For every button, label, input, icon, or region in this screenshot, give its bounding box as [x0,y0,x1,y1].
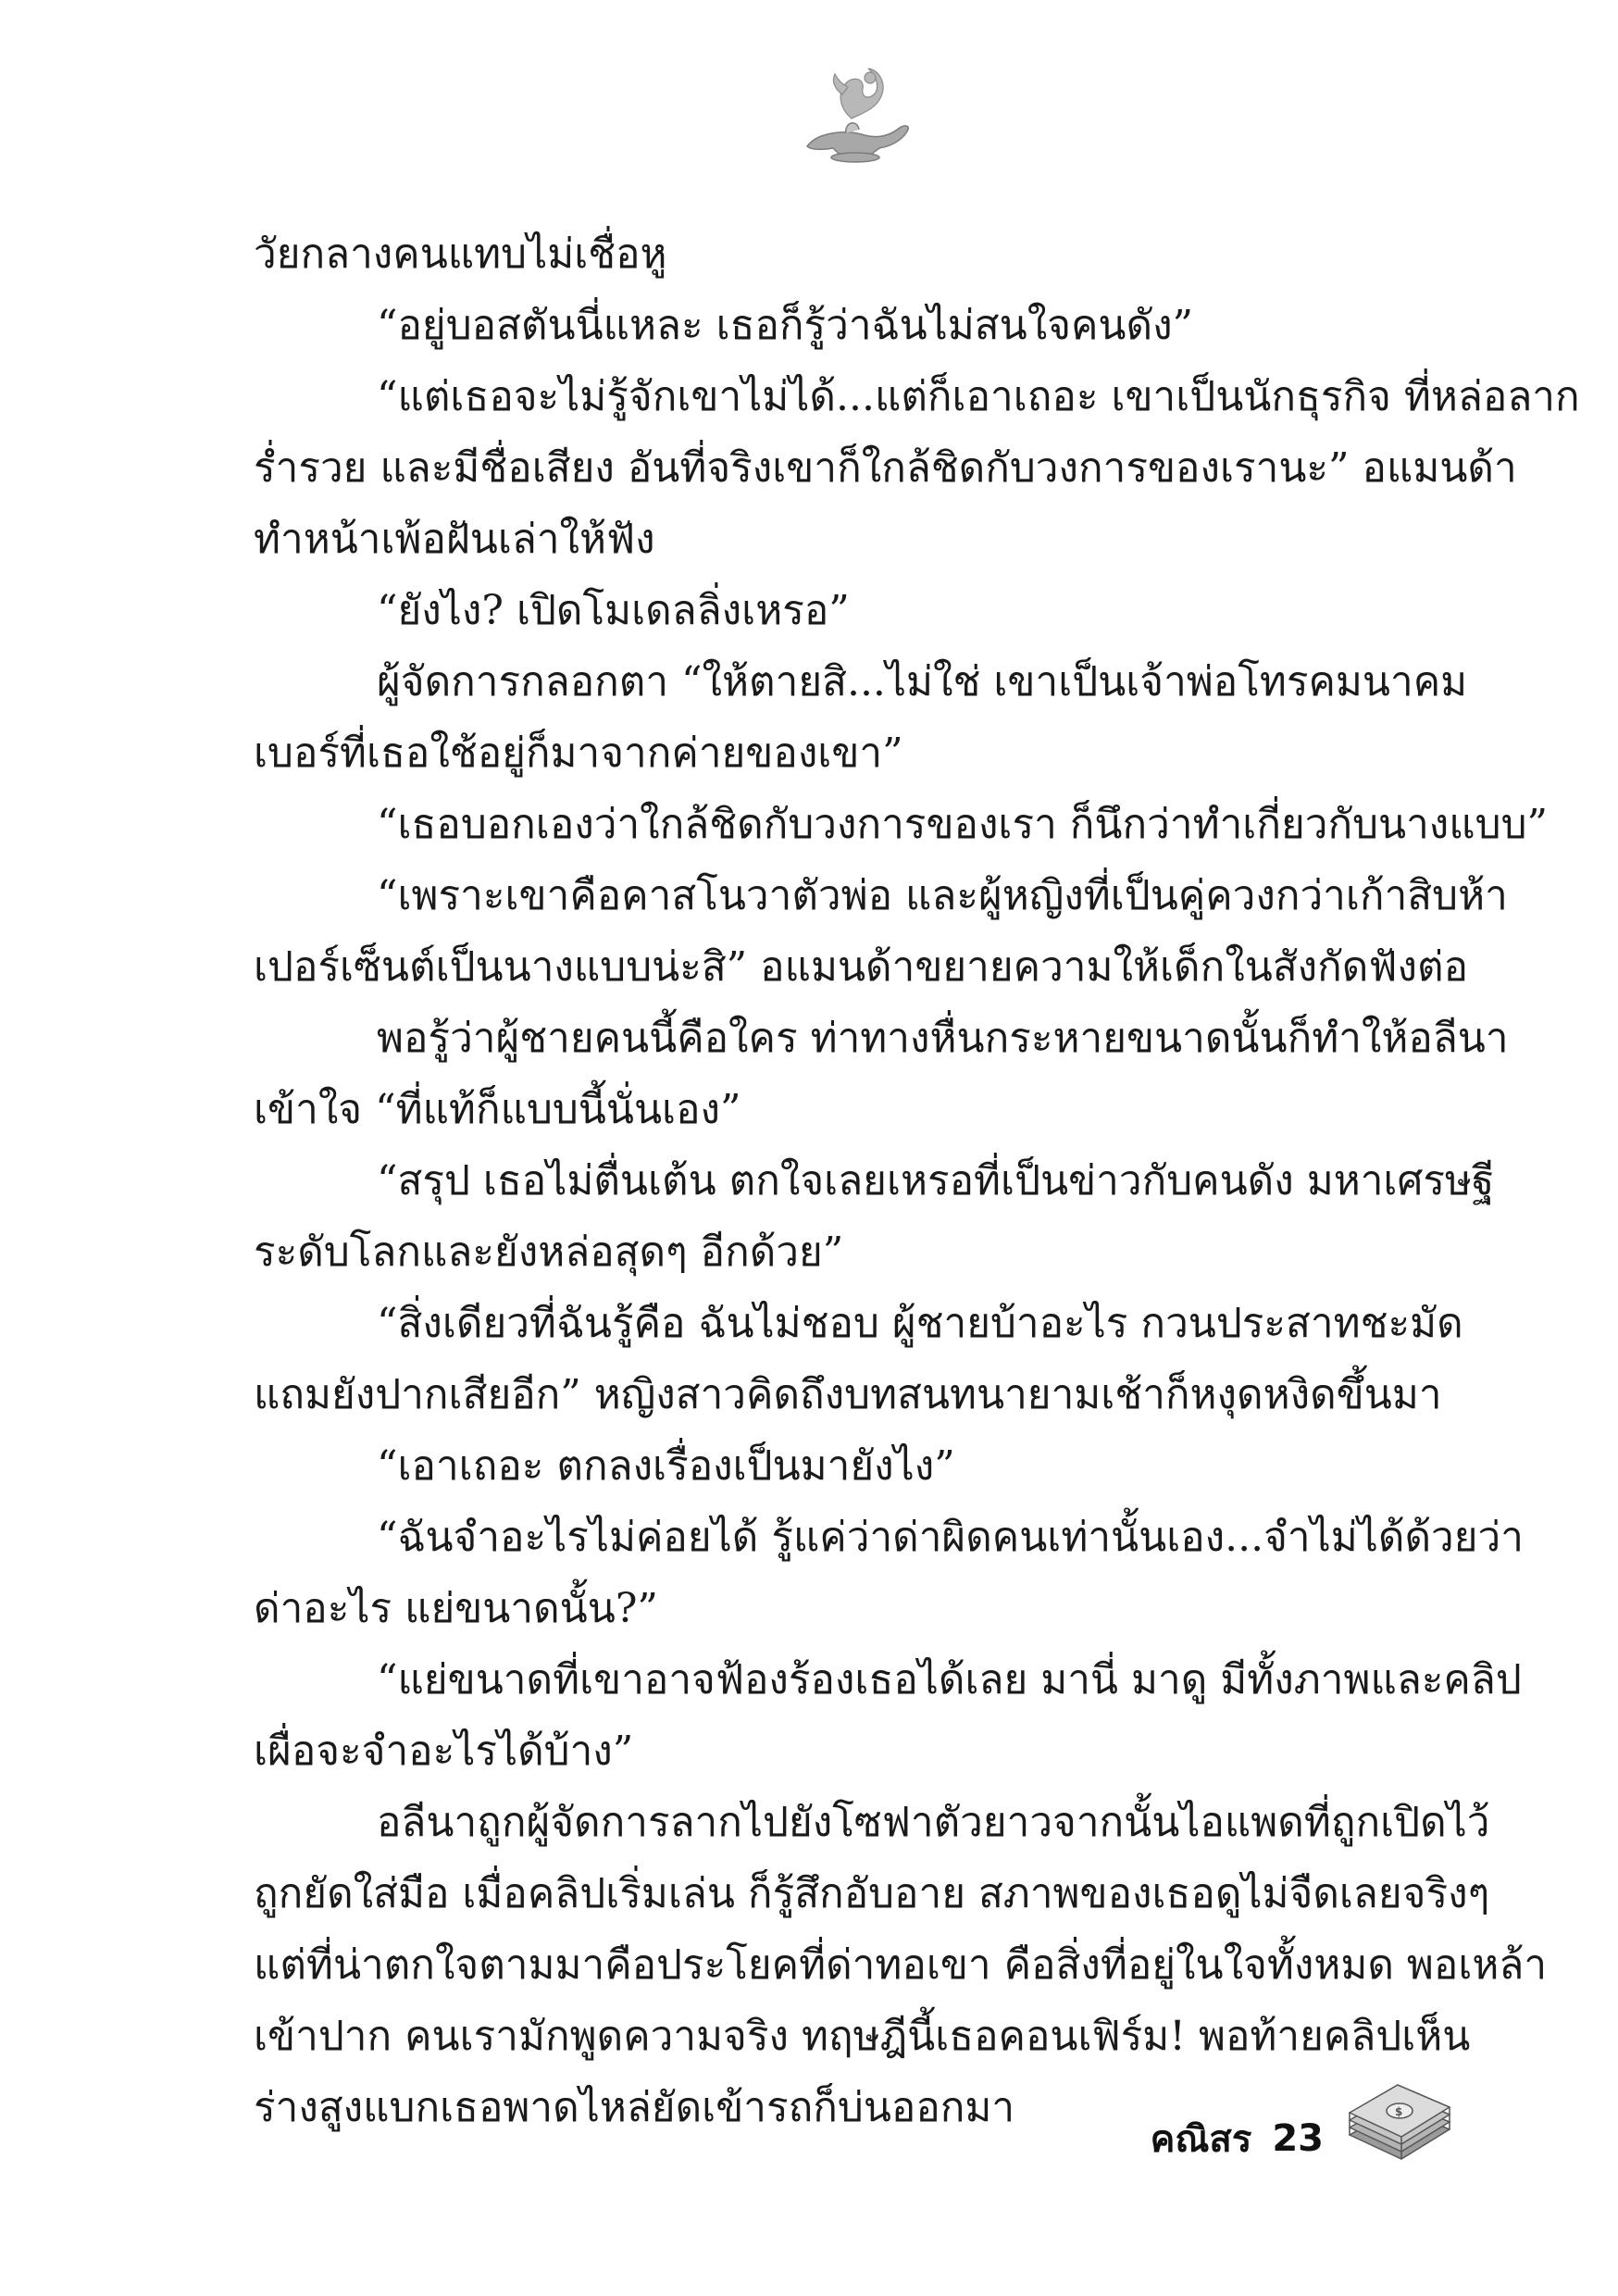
text-line: เบอร์ที่เธอใช้อยู่ก็มาจากค่ายของเขา” [254,730,903,777]
text-line: “สรุป เธอไม่ตื่นเต้น ตกใจเลยเหรอที่เป็นข่าวกับคนดัง มหาเศรษฐี [377,1157,1495,1204]
text-line: “สิ่งเดียวที่ฉันรู้คือ ฉันไม่ชอบ ผู้ชายบ้าอะไร กวนประสาทชะมัด [377,1300,1463,1347]
text-line: ระดับโลกและยังหล่อสุดๆ อีกด้วย” [254,1229,844,1276]
text-line: แถมยังปากเสียอีก” หญิงสาวคิดถึงบทสนทนายามเช้าก็หงุดหงิดขึ้นมา [254,1371,1442,1418]
text-line: พอรู้ว่าผู้ชายคนนี้คือใคร ท่าทางหื่นกระหายขนาดนั้นก็ทำให้อลีนา [377,1015,1509,1062]
text-line: อลีนาถูกผู้จัดการลากไปยังโซฟาตัวยาวจากนั้นไอแพดที่ถูกเปิดไว้ [377,1799,1490,1846]
text-line: ทำหน้าเพ้อฝันเล่าให้ฟัง [254,516,655,563]
text-line: ถูกยัดใส่มือ เมื่อคลิปเริ่มเล่น ก็รู้สึกอับอาย สภาพของเธอดูไม่จืดเลยจริงๆ [254,1870,1490,1917]
text-line: แต่ที่น่าตกใจตามมาคือประโยคที่ด่าทอเขา คือสิ่งที่อยู่ในใจทั้งหมด พอเหล้า [254,1941,1548,1989]
text-line: “ยังไง? เปิดโมเดลลิ่งเหรอ” [377,587,850,634]
text-line: “ฉันจำอะไรไม่ค่อยได้ รู้แค่ว่าด่าผิดคนเท่านั้นเอง...จำไม่ได้ด้วยว่า [377,1514,1524,1561]
text-line: ร่างสูงแบกเธอพาดไหล่ยัดเข้ารถก็บ่นออกมา [254,2084,1015,2131]
text-line: “เธอบอกเองว่าใกล้ชิดกับวงการของเรา ก็นึกว่าทำเกี่ยวกับนางแบบ” [377,801,1548,848]
text-line: “เพราะเขาคือคาสโนวาตัวพ่อ และผู้หญิงที่เป็นคู่ควงกว่าเก้าสิบห้า [377,872,1508,919]
text-line: “เอาเถอะ ตกลงเรื่องเป็นมายังไง” [377,1442,955,1490]
text-line: เผื่อจะจำอะไรได้บ้าง” [254,1728,634,1775]
text-line: วัยกลางคนแทบไม่เชื่อหู [254,231,667,278]
text-line: “แต่เธอจะไม่รู้จักเขาไม่ได้...แต่ก็เอาเถอะ เขาเป็นนักธุรกิจ ที่หล่อลาก [377,373,1580,420]
book-title: คณิสร [1150,2118,1252,2161]
text-line: เปอร์เซ็นต์เป็นนางแบบน่ะสิ” อแมนด้าขยายความให้เด็กในสังกัดฟังต่อ [254,943,1469,991]
body-text [254,218,1580,2143]
text-line: เข้าปาก คนเรามักพูดความจริง ทฤษฎีนี้เธอคอนเฟิร์ม! พอท้ายคลิปเห็น [254,2013,1471,2060]
text-line: ผู้จัดการกลอกตา “ให้ตายสิ...ไม่ใช่ เขาเป็นเจ้าพ่อโทรคมนาคม [377,658,1468,705]
money-stack-icon [1344,2078,1453,2163]
text-line: “แย่ขนาดที่เขาอาจฟ้องร้องเธอได้เลย มานี่ มาดู มีทั้งภาพและคลิป [377,1656,1522,1703]
text-line: ร่ำรวย และมีชื่อเสียง อันที่จริงเขาก็ใกล้ชิดกับวงการของเรานะ” อแมนด้า [254,444,1517,492]
page-footer [1151,2102,1453,2176]
page-number: 23 [1272,2117,1324,2160]
text-line: “อยู่บอสตันนี่แหละ เธอก็รู้ว่าฉันไม่สนใจคนดัง” [377,302,1194,349]
svg-text:$: $ [1395,2105,1403,2118]
text-line: ด่าอะไร แย่ขนาดนั้น?” [254,1585,658,1632]
text-line: เข้าใจ “ที่แท้ก็แบบนี้นั่นเอง” [254,1086,741,1133]
genie-lamp-icon [790,57,920,168]
